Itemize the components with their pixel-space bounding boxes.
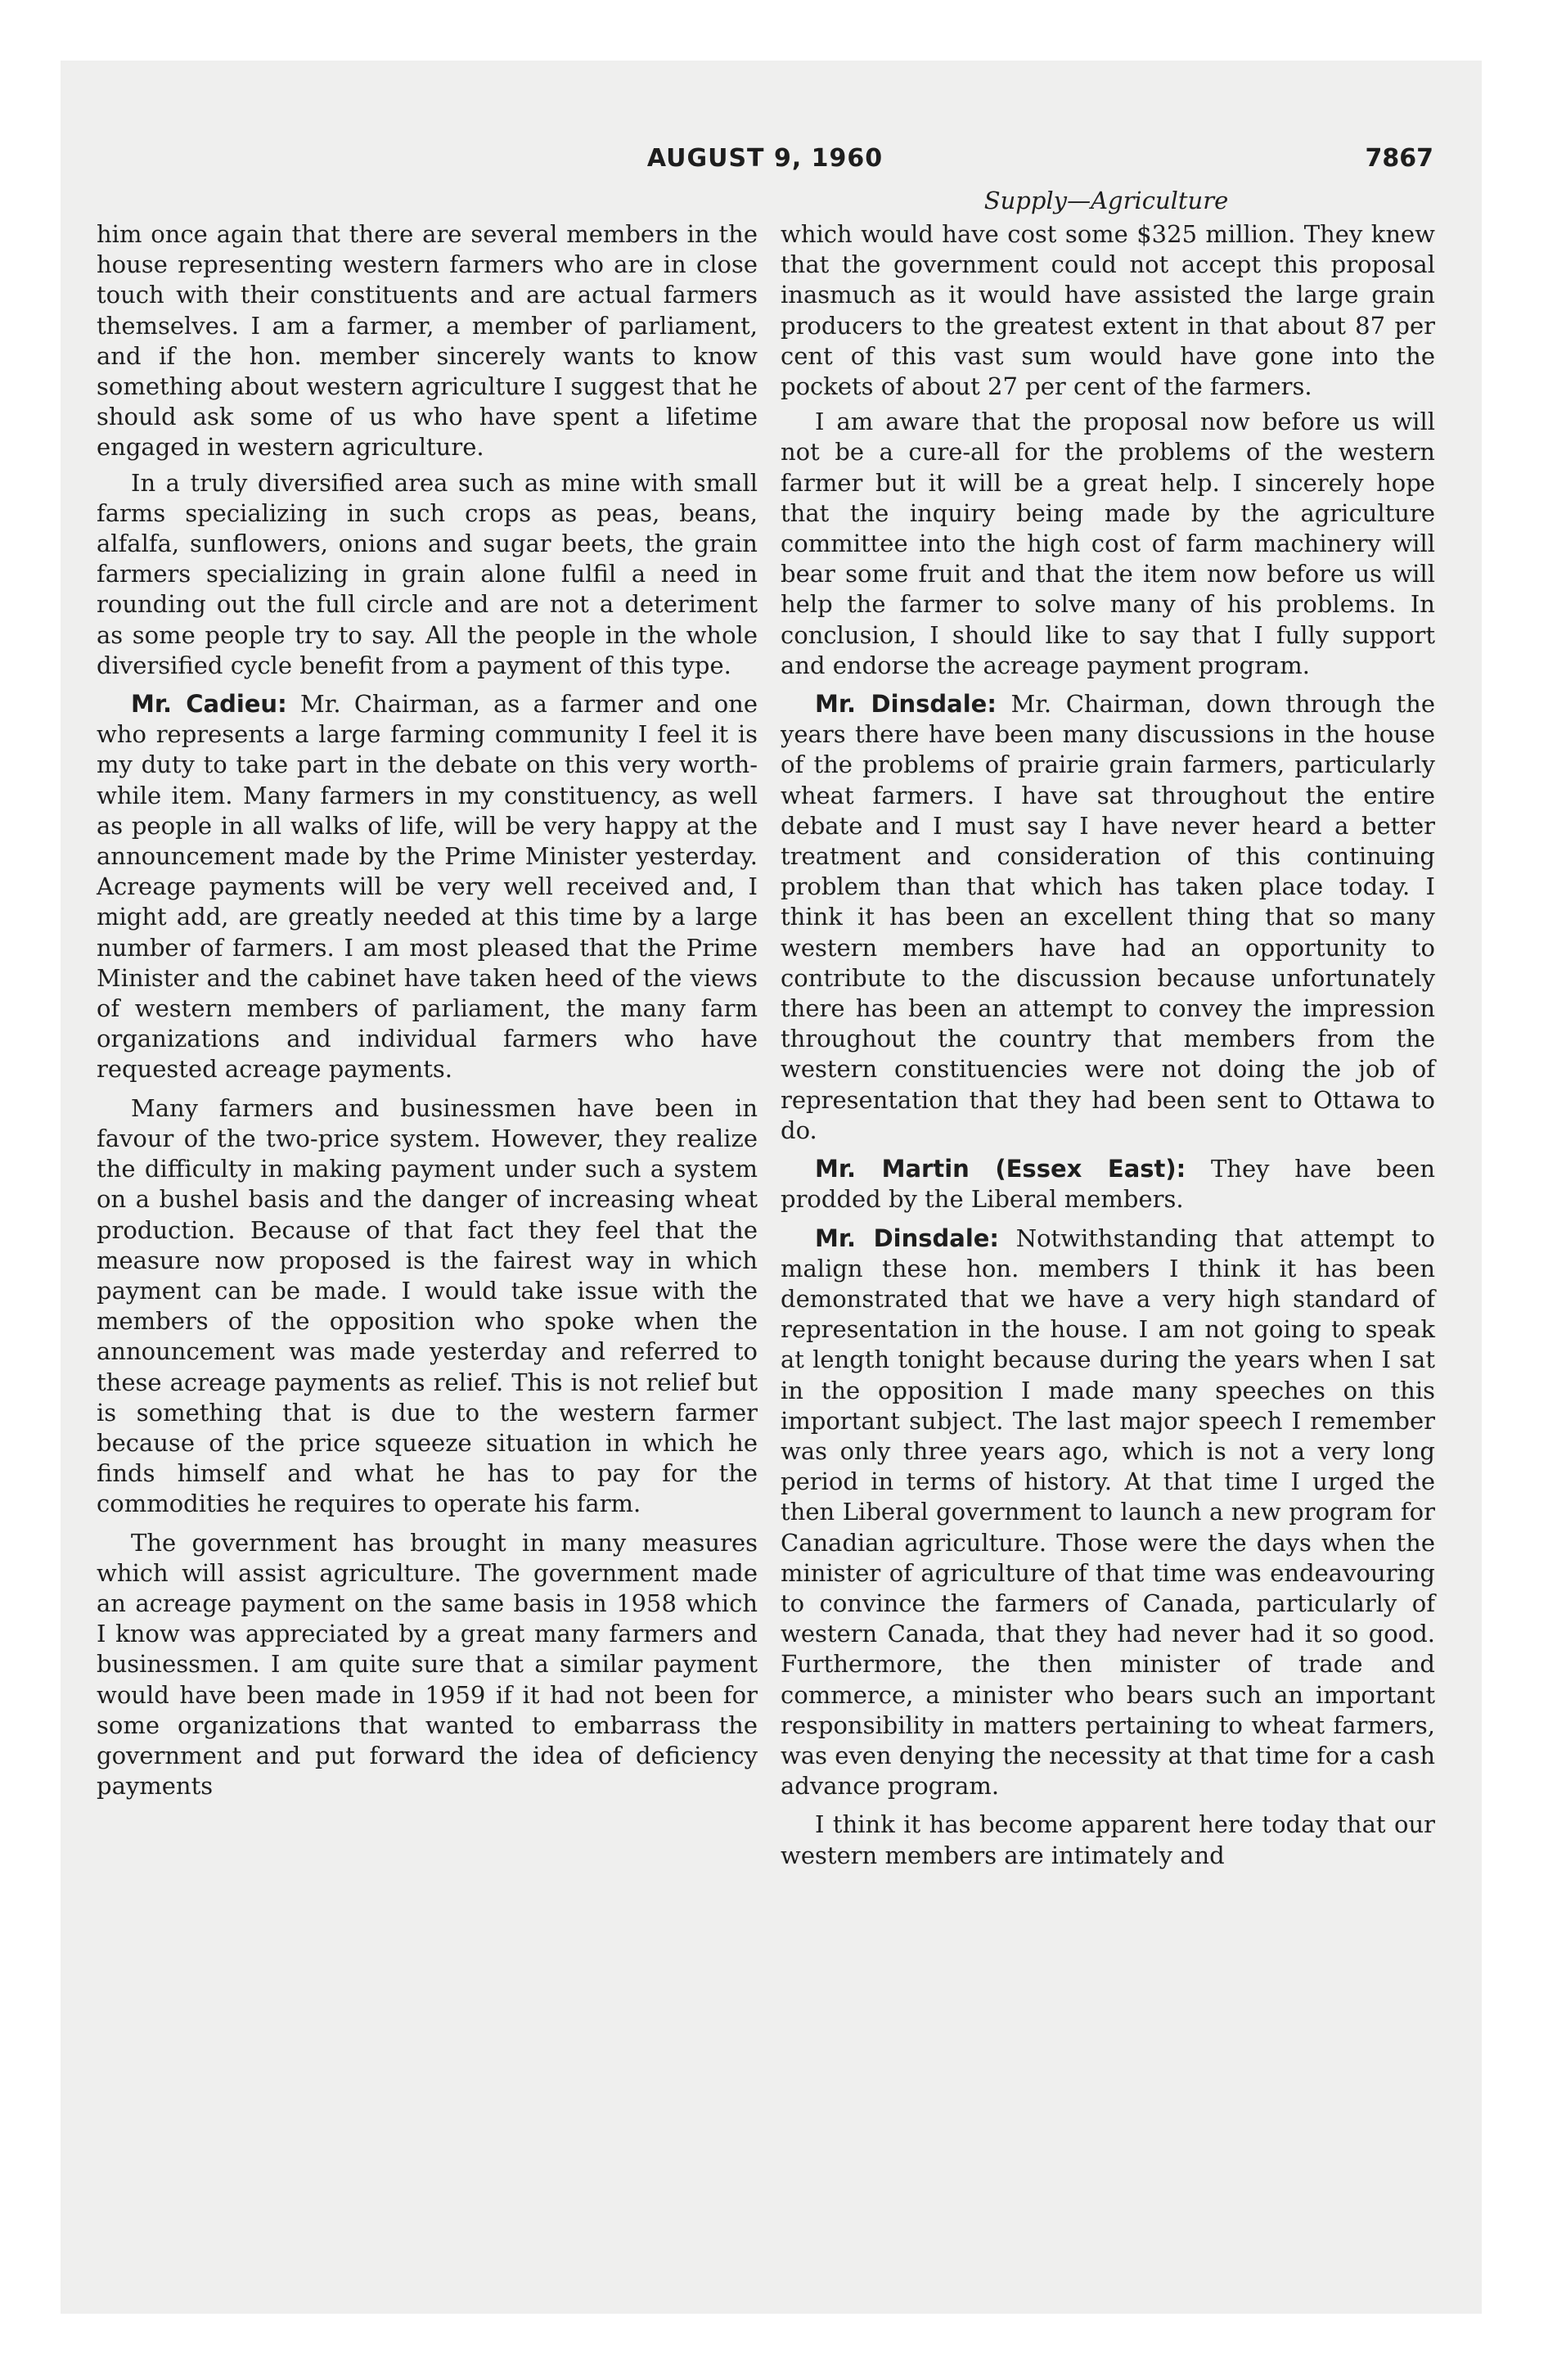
speech-paragraph xyxy=(781,1154,1435,1215)
running-head: Supply—Agriculture xyxy=(983,187,1229,214)
speaker-name: Mr. Cadieu: xyxy=(131,690,287,719)
paragraph: In a truly diversified area such as mine with small farms specializing in such crops as peas, beans, alfalfa, sunflowers, onions and sugar beets, the grain farmers specializing in grain alone fulfil a need in rounding out the full circle and are not a deteriment as some people try to say. All the people in the whole diversified cycle benefit from a payment of this type. xyxy=(97,468,758,679)
right-column xyxy=(781,219,1435,1871)
paragraph: The government has brought in many measures which will assist agriculture. The government made an acreage payment on the same basis in 1958 which I know was appreciated by a great many farmers and businessmen. I am quite sure that a similar payment would have been made in 1959 if it had not been for some organizations that wanted to embarrass the government and put forward the idea of deficiency payments xyxy=(97,1528,758,1801)
paragraph: him once again that there are several members in the house representing western farmers who are in close touch with their constituents and are actual farmers themselves. I am a farmer, a member of parliament, and if the hon. member sincerely wants to know something about western agriculture I suggest that he should ask some of us who have spent a lifetime engaged in western agriculture. xyxy=(97,220,758,462)
paragraph: I think it has become apparent here today that our western members are intimately and xyxy=(781,1810,1435,1869)
paragraph: Many farmers and businessmen have been in favour of the two-price system. However, they realize the difficulty in making payment under such a system on a bushel basis and the danger of increasing wheat production. Because of that fact they feel that the measure now proposed is the fairest way in which payment can be made. I would take issue with the members of the opposition who spoke when the announcement was made yesterday and referred to these acreage payments as relief. This is not relief but is something that is due to the western farmer because of the price squeeze situation in which he finds himself and what he has to pay for the commodities he requires to operate his farm. xyxy=(97,1093,758,1518)
speech-text: Mr. Chairman, as a farmer and one who represents a large farming community I feel it is my duty to take part in the debate on this very worth-while item. Many farmers in my constituency, as well as people in all walks of life, will be very happy at the announcement made by the Prime Minister yesterday. Acreage payments will be very well received and, I might add, are greatly needed at this time by a large number of farmers. I am most pleased that the Prime Minister and the cabinet have taken heed of the views of western members of parliament, the many farm organizations and individual farmers who have requested acreage payments. xyxy=(97,690,758,1084)
speech-text: Notwithstanding that attempt to malign these hon. members I think it has been demonstrated that we have a very high standard of representation in the house. I am not going to speak at length tonight because during the years when I sat in the opposition I made many speeches on this important subject. The last major speech I remember was only three years ago, which is not a very long period in terms of history. At that time I urged the then Liberal government to launch a new program for Canadian agriculture. Those were the days when the minister of agriculture of that time was endeavouring to convince the farmers of Canada, particularly of western Canada, that they had never had it so good. Furthermore, the then minister of trade and commerce, a minister who bears such an important responsibility in matters pertaining to wheat farmers, was even denying the necessity at that time for a cash advance program. xyxy=(781,1224,1435,1801)
paragraph: I am aware that the proposal now before us will not be a cure-all for the problems of the western farmer but it will be a great help. I sincerely hope that the inquiry being made by the agriculture committee into the high cost of farm machinery will bear some fruit and that the item now before us will help the farmer to solve many of his problems. In conclusion, I should like to say that I fully support and endorse the acreage payment program. xyxy=(781,408,1435,679)
page-header xyxy=(97,144,1433,177)
speaker-name: Mr. Martin (Essex East): xyxy=(815,1155,1186,1183)
speaker-name: Mr. Dinsdale: xyxy=(815,690,997,719)
speech-paragraph xyxy=(97,689,758,1085)
left-column xyxy=(97,219,758,1801)
paragraph: which would have cost some $325 million. They knew that the government could not accept this proposal inasmuch as it would have assisted the large grain producers to the greatest extent in that about 87 per cent of this vast sum would have gone into the pockets of about 27 per cent of the farmers. xyxy=(781,220,1435,401)
speech-text: Mr. Chairman, down through the years there have been many discussions in the house of the problems of prairie grain farmers, particularly wheat farmers. I have sat throughout the entire debate and I must say I have never heard a better treatment and consideration of this continuing problem than that which has taken place today. I think it has been an excellent thing that so many western members have had an opportunity to contribute to the discussion because unfortunately there has been an attempt to convey the impression throughout the country that members from the western constituencies were not doing the job of representation that they had been sent to Ottawa to do. xyxy=(781,690,1435,1144)
speech-text: They have been prodded by the Liberal members. xyxy=(781,1155,1436,1214)
speech-paragraph xyxy=(781,1224,1435,1802)
page-number: 7867 xyxy=(1365,144,1433,173)
page-date: AUGUST 9, 1960 xyxy=(646,144,884,173)
speaker-name: Mr. Dinsdale: xyxy=(815,1224,1000,1252)
speech-paragraph xyxy=(781,689,1435,1146)
